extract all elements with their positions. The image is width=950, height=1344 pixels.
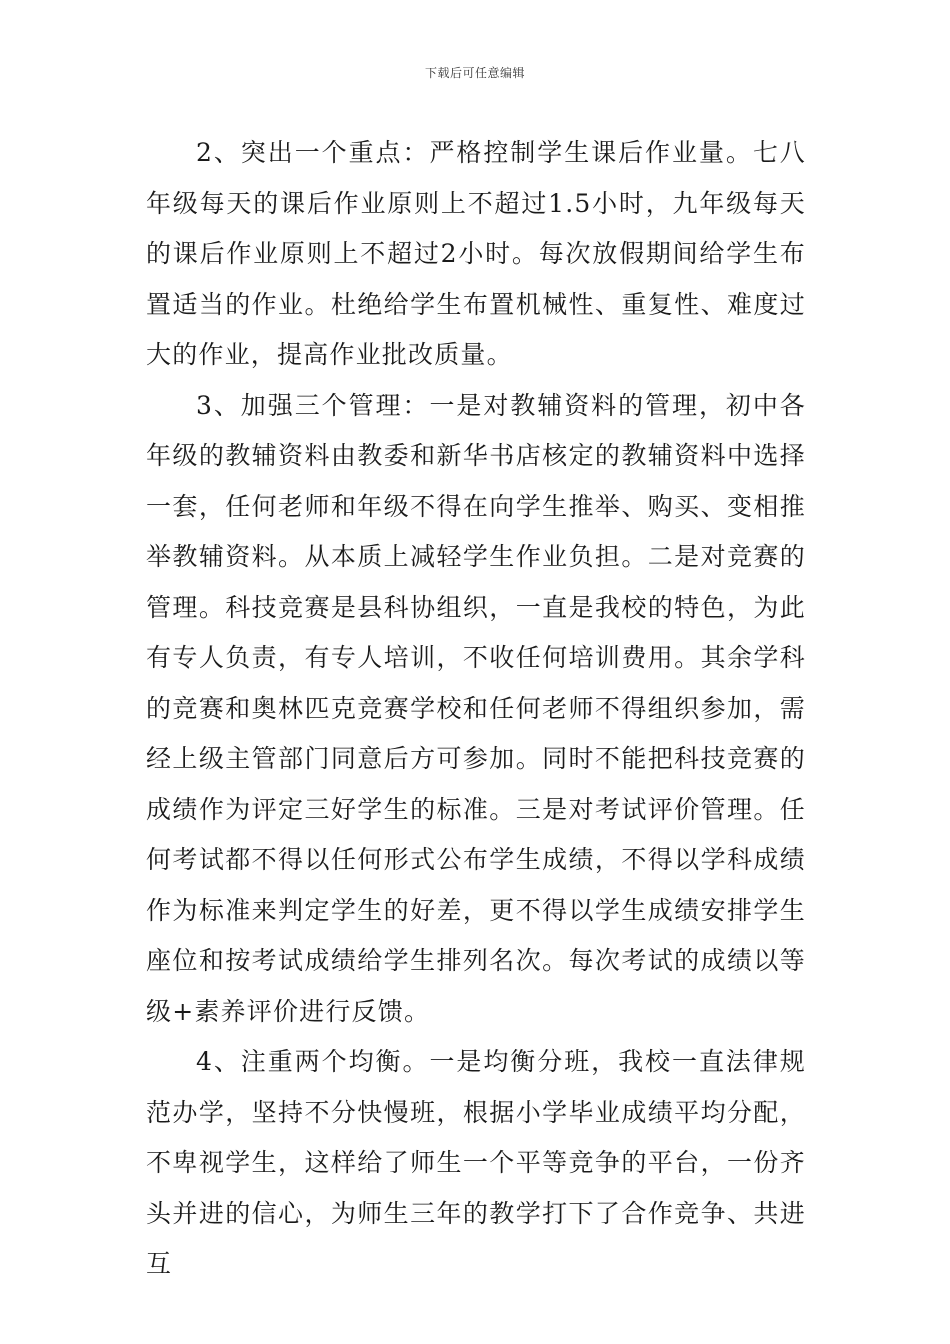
paragraph: 2、突出一个重点：严格控制学生课后作业量。七八年级每天的课后作业原则上不超过1.5小时，九年级每天的课后作业原则上不超过2小时。每次放假期间给学生布置适当的作业。杜绝给学生布置机械性、重复性、难度过大的作业，提高作业批改质量。 (146, 138, 806, 369)
paragraph: 3、加强三个管理：一是对教辅资料的管理，初中各年级的教辅资料由教委和新华书店核定的教辅资料中选择一套，任何老师和年级不得在向学生推举、购买、变相推举教辅资料。从本质上减轻学生作业负担。二是对竞赛的管理。科技竞赛是县科协组织，一直是我校的特色，为此有专人负责，有专人培训，不收任何培训费用。其余学科的竞赛和奥林匹克竞赛学校和任何老师不得组织参加，需经上级主管部门同意后方可参加。同时不能把科技竞赛的成绩作为评定三好学生的标准。三是对考试评价管理。任何考试都不得以任何形式公布学生成绩，不得以学科成绩作为标准来判定学生的好差，更不得以学生成绩安排学生座位和按考试成绩给学生排列名次。每次考试的成绩以等级+素养评价进行反馈。 (146, 390, 806, 1026)
paragraph: 4、注重两个均衡。一是均衡分班，我校一直法律规范办学，坚持不分快慢班，根据小学毕业成绩平均分配，不卑视学生，这样给了师生一个平等竞争的平台，一份齐头并进的信心，为师生三年的教学打下了合作竞争、共进互 (146, 1047, 806, 1278)
document-body (146, 128, 806, 1290)
page-header: 下载后可任意编辑 (424, 66, 525, 80)
